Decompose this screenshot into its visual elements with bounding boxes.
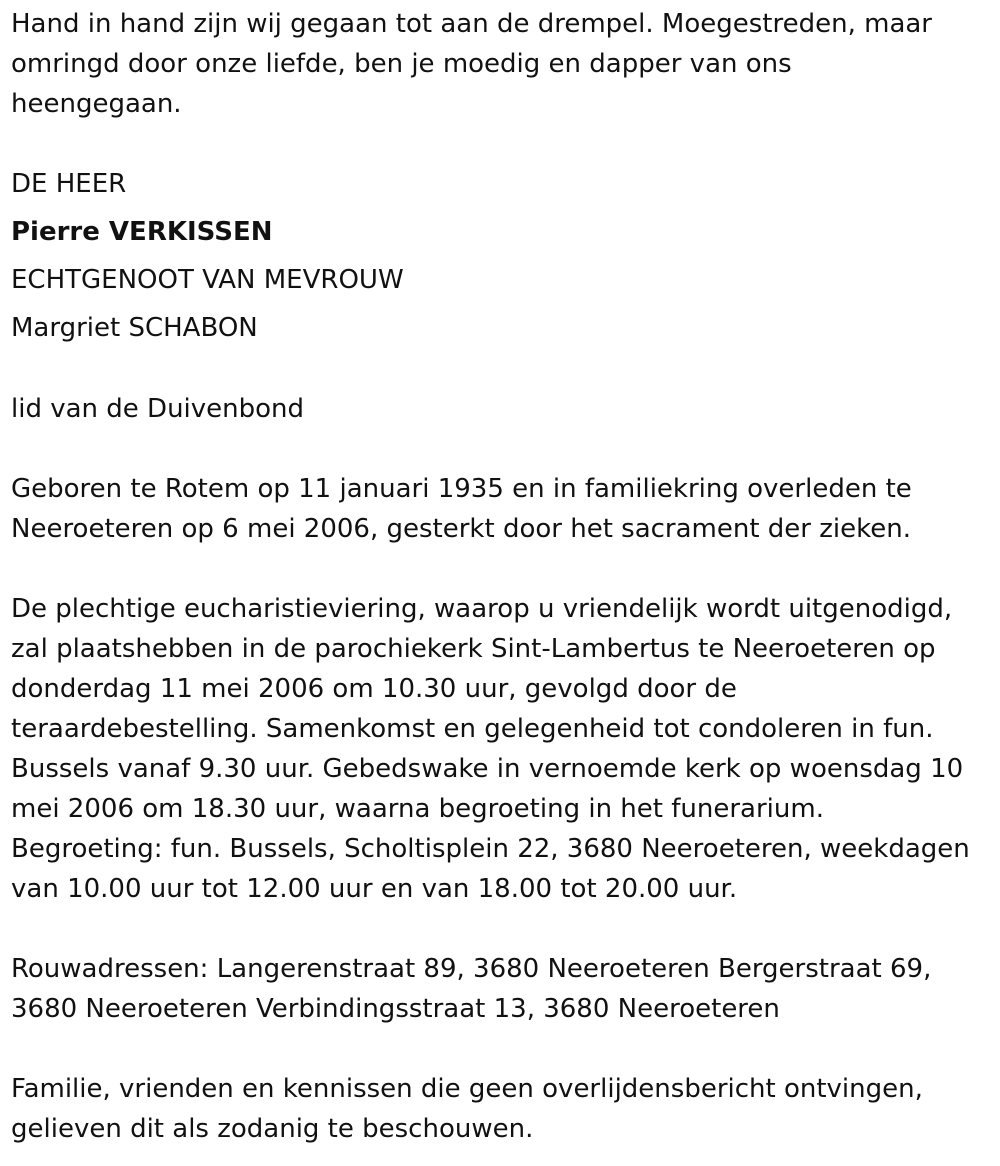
deceased-header — [11, 164, 986, 356]
closing-line: Familie, vrienden en kennissen die geen overlijdensbericht ontvingen, — [11, 1074, 923, 1104]
membership-text: lid van de Duivenbond — [11, 394, 305, 424]
deceased-name: Pierre VERKISSEN — [11, 217, 273, 247]
ceremony-line: De plechtige eucharistieviering, waarop u vriendelijk wordt uitgenodigd, — [11, 594, 953, 624]
membership-line — [11, 389, 986, 429]
ceremony-line: teraardebestelling. Samenkomst en gelegenheid tot condoleren in fun. — [11, 714, 934, 744]
relation-label: ECHTGENOOT VAN MEVROUW — [11, 265, 404, 295]
honorific: DE HEER — [11, 169, 127, 199]
intro-line: Hand in hand zijn wij gegaan tot aan de drempel. Moegestreden, maar — [11, 9, 932, 39]
ceremony-line: mei 2006 om 18.30 uur, waarna begroeting in het funerarium. — [11, 794, 824, 824]
closing-paragraph — [11, 1069, 986, 1149]
intro-line: omringd door onze liefde, ben je moedig en dapper van ons — [11, 49, 792, 79]
ceremony-line: van 10.00 uur tot 12.00 uur en van 18.00 tot 20.00 uur. — [11, 874, 738, 904]
ceremony-line: Bussels vanaf 9.30 uur. Gebedswake in vernoemde kerk op woensdag 10 — [11, 754, 964, 784]
spouse-name: Margriet SCHABON — [11, 313, 258, 343]
address-line: Rouwadressen: Langerenstraat 89, 3680 Neeroeteren Bergerstraat 69, — [11, 954, 932, 984]
birth-death-line: Geboren te Rotem op 11 januari 1935 en in familiekring overleden te — [11, 474, 912, 504]
ceremony-paragraph — [11, 589, 986, 909]
ceremony-line: donderdag 11 mei 2006 om 10.30 uur, gevolgd door de — [11, 674, 737, 704]
ceremony-line: Begroeting: fun. Bussels, Scholtisplein 22, 3680 Neeroeteren, weekdagen — [11, 834, 970, 864]
intro-line: heengegaan. — [11, 89, 182, 119]
addresses-paragraph — [11, 949, 986, 1029]
ceremony-line: zal plaatshebben in de parochiekerk Sint-Lambertus te Neeroeteren op — [11, 634, 936, 664]
address-line: 3680 Neeroeteren Verbindingsstraat 13, 3680 Neeroeteren — [11, 994, 780, 1024]
birth-death-line: Neeroeteren op 6 mei 2006, gesterkt door het sacrament der zieken. — [11, 514, 911, 544]
birth-death-paragraph — [11, 469, 986, 549]
intro-paragraph — [11, 4, 986, 124]
closing-line: gelieven dit als zodanig te beschouwen. — [11, 1114, 534, 1144]
